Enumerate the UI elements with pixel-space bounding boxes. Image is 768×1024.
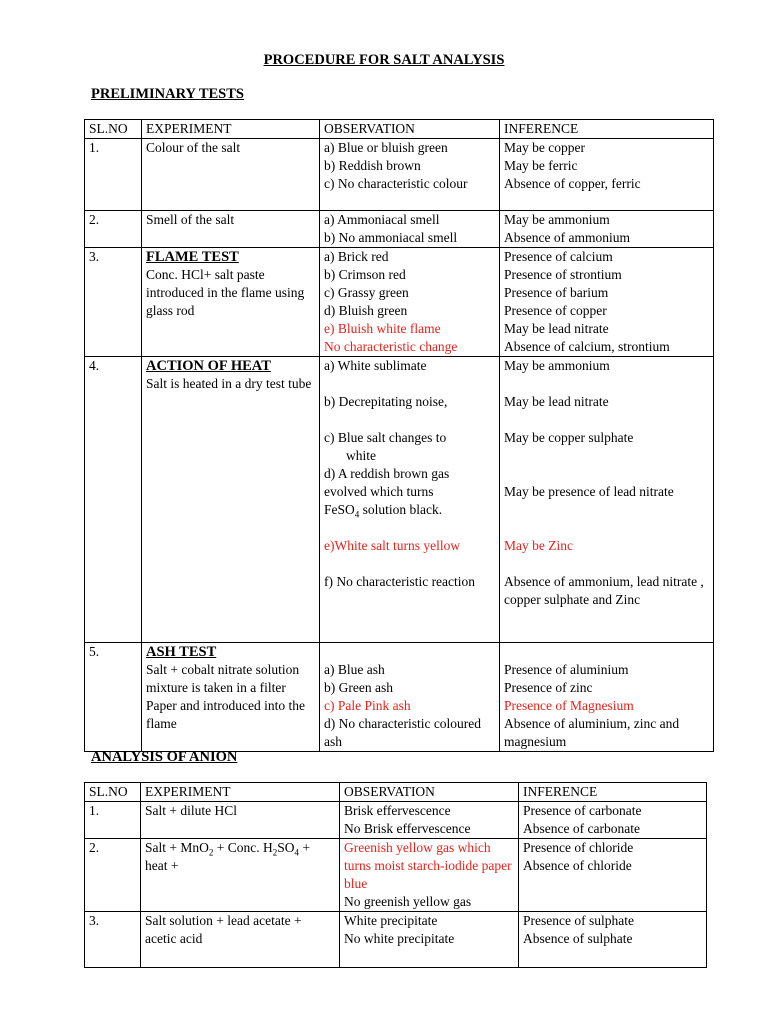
- header-slno: SL.NO: [85, 120, 142, 139]
- inference-line: Presence of sulphate: [523, 913, 634, 928]
- experiment-text: Conc. HCl+ salt paste introduced in the flame using glass rod: [146, 267, 305, 318]
- experiment-cell: [142, 248, 320, 357]
- observation-line: evolved which turns: [324, 484, 434, 499]
- table-header-row: [85, 783, 707, 802]
- inference-cell: [519, 802, 707, 839]
- inference-line: Absence of copper, ferric: [504, 176, 641, 191]
- inference-line: May be lead nitrate: [504, 394, 609, 409]
- row-number: 2.: [85, 211, 142, 248]
- experiment-cell: [142, 643, 320, 752]
- inference-line: May be presence of lead nitrate: [504, 484, 674, 499]
- header-observation: OBSERVATION: [320, 120, 500, 139]
- observation-line: b) Crimson red: [324, 267, 406, 282]
- observation-line-highlighted: e)White salt turns yellow: [324, 538, 461, 553]
- observation-cell: [320, 248, 500, 357]
- observation-line: No greenish yellow gas: [344, 894, 472, 909]
- table-row: [85, 839, 707, 912]
- inference-line: May be copper: [504, 140, 585, 155]
- table-row: [85, 248, 714, 357]
- inference-line: Absence of calcium, strontium: [504, 339, 670, 354]
- inference-cell: [500, 211, 714, 248]
- inference-line-highlighted: Presence of Magnesium: [504, 698, 634, 713]
- experiment-cell: Salt + MnO$_2$ + Conc. $H_2SO_4$ + heat +: [141, 839, 340, 912]
- observation-line: c) No characteristic colour: [324, 176, 468, 191]
- header-experiment: EXPERIMENT: [141, 783, 340, 802]
- inference-line: May be ferric: [504, 158, 578, 173]
- experiment-text: Paper and introduced into the flame: [146, 698, 305, 731]
- observation-cell: [320, 211, 500, 248]
- inference-line: Presence of calcium: [504, 249, 613, 264]
- inference-line-highlighted: May be Zinc: [504, 538, 573, 553]
- inference-cell: [500, 357, 714, 643]
- preliminary-tests-heading: PRELIMINARY TESTS: [91, 86, 244, 102]
- observation-line: b) Reddish brown: [324, 158, 421, 173]
- observation-line: b) Decrepitating noise,: [324, 394, 448, 409]
- inference-line: Presence of zinc: [504, 680, 593, 695]
- inference-line: Absence of ammonium, lead nitrate , copper sulphate and Zinc: [504, 574, 704, 607]
- experiment-cell: [142, 357, 320, 643]
- observation-cell: [340, 912, 519, 968]
- observation-cell: [340, 802, 519, 839]
- observation-line: white: [346, 448, 376, 463]
- experiment-cell: Smell of the salt: [142, 211, 320, 248]
- row-number: 3.: [85, 912, 141, 968]
- observation-cell: [320, 139, 500, 211]
- inference-line: Absence of sulphate: [523, 931, 633, 946]
- inference-cell: [519, 912, 707, 968]
- observation-line: c) Blue salt changes to: [324, 430, 447, 445]
- flame-test-heading: FLAME TEST: [146, 249, 239, 265]
- table-row: [85, 802, 707, 839]
- action-of-heat-heading: ACTION OF HEAT: [146, 358, 271, 374]
- observation-cell: [320, 357, 500, 643]
- observation-line: a) Brick red: [324, 249, 389, 264]
- observation-line: d) Bluish green: [324, 303, 408, 318]
- observation-line: d) No characteristic coloured ash: [324, 716, 482, 749]
- inference-line: May be lead nitrate: [504, 321, 609, 336]
- table-row: [85, 643, 714, 752]
- observation-line: a) White sublimate: [324, 358, 427, 373]
- inference-line: Presence of carbonate: [523, 803, 642, 818]
- observation-line: d) A reddish brown gas: [324, 466, 450, 481]
- page-title: PROCEDURE FOR SALT ANALYSIS: [263, 52, 505, 68]
- experiment-text: Salt + cobalt nitrate solution mixture is taken in a filter: [146, 662, 300, 695]
- inference-line: May be ammonium: [504, 358, 610, 373]
- observation-line: Brisk effervescence: [344, 803, 451, 818]
- row-number: 2.: [85, 839, 141, 912]
- inference-line: Absence of ammonium: [504, 230, 630, 245]
- observation-cell: [320, 643, 500, 752]
- header-slno: SL.NO: [85, 783, 141, 802]
- observation-line-highlighted: c) Pale Pink ash: [324, 698, 411, 713]
- observation-line: c) Grassy green: [324, 285, 409, 300]
- inference-cell: [500, 643, 714, 752]
- inference-line: Presence of copper: [504, 303, 607, 318]
- header-observation: OBSERVATION: [340, 783, 519, 802]
- experiment-cell: Colour of the salt: [142, 139, 320, 211]
- inference-cell: [500, 139, 714, 211]
- observation-line: b) Green ash: [324, 680, 393, 695]
- observation-line: White precipitate: [344, 913, 438, 928]
- preliminary-tests-table: [84, 119, 714, 752]
- header-inference: INFERENCE: [519, 783, 707, 802]
- analysis-of-anion-heading: ANALYSIS OF ANION: [91, 749, 238, 765]
- experiment-text: Salt is heated in a dry test tube: [146, 376, 312, 391]
- observation-line: a) Blue ash: [324, 662, 385, 677]
- inference-line: Presence of aluminium: [504, 662, 629, 677]
- row-number: 3.: [85, 248, 142, 357]
- inference-line: Presence of chloride: [523, 840, 634, 855]
- table-row: [85, 139, 714, 211]
- row-number: 1.: [85, 139, 142, 211]
- inference-cell: [519, 839, 707, 912]
- inference-line: Absence of chloride: [523, 858, 632, 873]
- table-row: [85, 357, 714, 643]
- inference-line: Presence of barium: [504, 285, 609, 300]
- experiment-cell: Salt + dilute HCl: [141, 802, 340, 839]
- table-row: [85, 912, 707, 968]
- inference-line: May be ammonium: [504, 212, 610, 227]
- observation-line-highlighted: e) Bluish white flame: [324, 321, 441, 336]
- table-row: [85, 211, 714, 248]
- observation-line: FeSO$_4$ solution black.: [324, 502, 443, 520]
- anion-analysis-table: [84, 782, 707, 968]
- observation-line: No white precipitate: [344, 931, 455, 946]
- header-experiment: EXPERIMENT: [142, 120, 320, 139]
- ash-test-heading: ASH TEST: [146, 644, 217, 660]
- observation-line: f) No characteristic reaction: [324, 574, 476, 589]
- row-number: 1.: [85, 802, 141, 839]
- inference-line: Absence of carbonate: [523, 821, 640, 836]
- observation-cell: [340, 839, 519, 912]
- inference-line: May be copper sulphate: [504, 430, 634, 445]
- header-inference: INFERENCE: [500, 120, 714, 139]
- inference-cell: [500, 248, 714, 357]
- observation-line: No Brisk effervescence: [344, 821, 471, 836]
- observation-line-highlighted: No characteristic change: [324, 339, 458, 354]
- observation-line: a) Blue or bluish green: [324, 140, 448, 155]
- table-header-row: [85, 120, 714, 139]
- row-number: 5.: [85, 643, 142, 752]
- experiment-cell: Salt solution + lead acetate + acetic acid: [141, 912, 340, 968]
- observation-line-highlighted: Greenish yellow gas which turns moist starch-iodide paper blue: [344, 840, 512, 891]
- row-number: 4.: [85, 357, 142, 643]
- observation-line: b) No ammoniacal smell: [324, 230, 458, 245]
- inference-line: Absence of aluminium, zinc and magnesium: [504, 716, 680, 749]
- inference-line: Presence of strontium: [504, 267, 622, 282]
- observation-line: a) Ammoniacal smell: [324, 212, 440, 227]
